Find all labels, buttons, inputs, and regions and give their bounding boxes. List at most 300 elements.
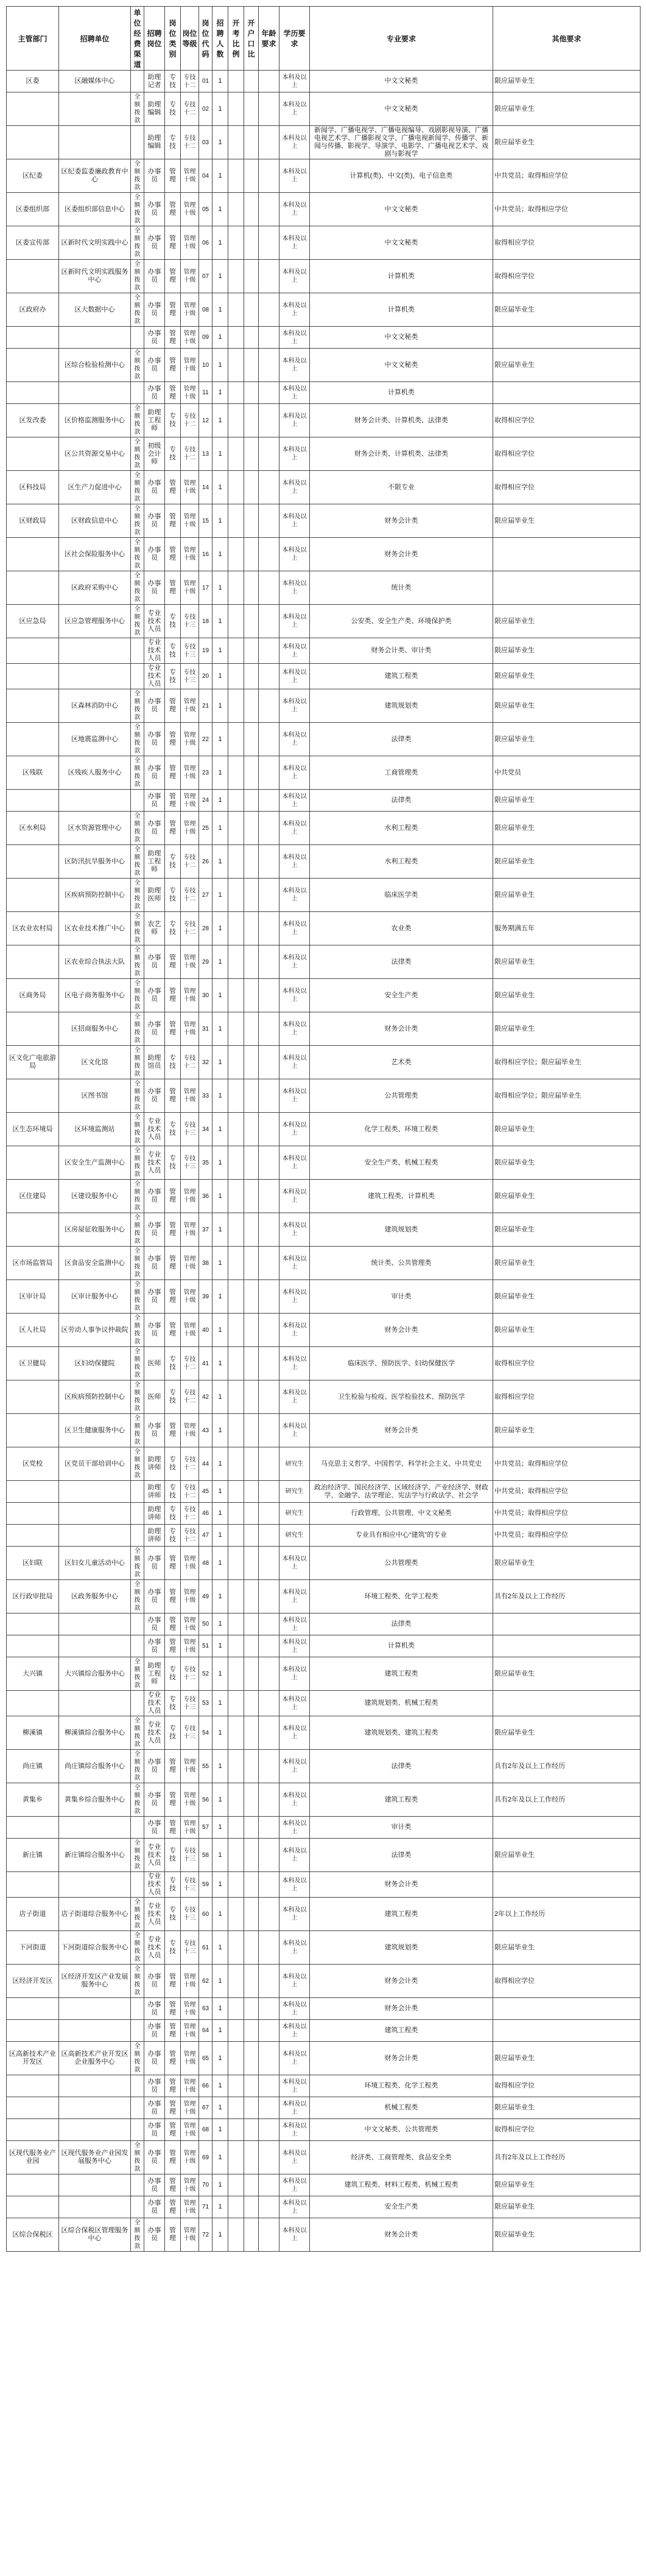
cell-ratio (244, 790, 259, 812)
cell-channel: 全额拨款 (131, 571, 144, 605)
cell-dept: 尚庄镇 (7, 1750, 59, 1783)
cell-level: 专技十三 (181, 605, 199, 638)
cell-age (259, 1635, 279, 1657)
cell-position: 办事员 (144, 1783, 165, 1817)
cell-level: 管理十级 (181, 1314, 199, 1347)
cell-major: 临床医学类 (310, 879, 493, 912)
table-row (7, 471, 641, 504)
cell-edu: 本科及以上 (279, 689, 310, 723)
cell-ratio (244, 1481, 259, 1503)
cell-age (259, 1447, 279, 1481)
cell-dept (7, 638, 59, 664)
cell-level: 管理十级 (181, 2020, 199, 2042)
cell-position: 办事员 (144, 2042, 165, 2075)
cell-unit: 区高新技术产业开发区企业服务中心 (59, 2042, 131, 2075)
cell-count: 1 (212, 790, 228, 812)
cell-level: 管理十级 (181, 1180, 199, 1213)
cell-age (259, 260, 279, 293)
cell-exam (228, 1613, 244, 1635)
cell-count: 1 (212, 1503, 228, 1525)
cell-edu: 本科及以上 (279, 2075, 310, 2097)
table-row (7, 2218, 641, 2252)
cell-age (259, 1580, 279, 1613)
cell-level: 管理十级 (181, 1012, 199, 1046)
cell-ratio (244, 638, 259, 664)
cell-code: 51 (199, 1635, 212, 1657)
cell-count: 1 (212, 1247, 228, 1280)
cell-unit: 区环境监测站 (59, 1113, 131, 1146)
cell-ratio (244, 2174, 259, 2196)
cell-ratio (244, 1817, 259, 1839)
cell-major: 马克思主义哲学、中国哲学、科学社会主义、中共党史 (310, 1447, 493, 1481)
cell-ratio (244, 1247, 259, 1280)
cell-major: 中文文秘类 (310, 71, 493, 92)
cell-count: 1 (212, 689, 228, 723)
cell-dept (7, 1613, 59, 1635)
cell-channel: 全额拨款 (131, 1347, 144, 1380)
cell-ratio (244, 71, 259, 92)
cell-count: 1 (212, 293, 228, 327)
cell-position: 办事员 (144, 756, 165, 790)
cell-count: 1 (212, 349, 228, 382)
cell-category: 管理 (165, 1817, 181, 1839)
cell-major: 法律类 (310, 1750, 493, 1783)
cell-level: 专技十三 (181, 1872, 199, 1898)
cell-level: 管理十级 (181, 2218, 199, 2252)
cell-channel: 全额拨款 (131, 1931, 144, 1965)
cell-other (493, 1691, 641, 1716)
cell-ratio (244, 912, 259, 945)
cell-unit (59, 92, 131, 126)
cell-major: 安全生产类 (310, 979, 493, 1012)
cell-code: 35 (199, 1146, 212, 1180)
cell-major: 水利工程类 (310, 812, 493, 845)
cell-edu: 本科及以上 (279, 1691, 310, 1716)
cell-position: 办事员 (144, 260, 165, 293)
cell-age (259, 2042, 279, 2075)
cell-code: 56 (199, 1783, 212, 1817)
cell-level: 专技十二 (181, 1481, 199, 1503)
cell-major: 财务会计类 (310, 1012, 493, 1046)
cell-position: 办事员 (144, 945, 165, 979)
cell-dept: 区行政审批局 (7, 1580, 59, 1613)
table-row (7, 2174, 641, 2196)
cell-code: 27 (199, 879, 212, 912)
cell-unit: 区应急管理服务中心 (59, 605, 131, 638)
cell-ratio (244, 1547, 259, 1580)
cell-age (259, 2196, 279, 2218)
cell-position: 办事员 (144, 2119, 165, 2141)
cell-edu: 本科及以上 (279, 1716, 310, 1750)
cell-channel (131, 2174, 144, 2196)
cell-category: 管理 (165, 1280, 181, 1314)
header-exam: 开考比例 (228, 7, 244, 71)
cell-count: 1 (212, 1314, 228, 1347)
table-row (7, 1965, 641, 1998)
cell-category: 专技 (165, 1716, 181, 1750)
cell-category: 专技 (165, 1481, 181, 1503)
cell-major: 中文文秘类 (310, 193, 493, 226)
cell-major: 法律类 (310, 790, 493, 812)
cell-dept: 区委组织部 (7, 193, 59, 226)
cell-category: 管理 (165, 382, 181, 404)
cell-major: 工商管理类 (310, 756, 493, 790)
cell-code: 61 (199, 1931, 212, 1965)
cell-major: 财务会计类 (310, 1414, 493, 1447)
cell-edu: 本科及以上 (279, 2218, 310, 2252)
cell-channel: 全额拨款 (131, 1447, 144, 1481)
cell-edu: 本科及以上 (279, 2119, 310, 2141)
cell-level: 管理十级 (181, 1580, 199, 1613)
cell-level: 专技十二 (181, 1525, 199, 1547)
cell-age (259, 571, 279, 605)
cell-channel: 全额拨款 (131, 605, 144, 638)
cell-other (493, 1872, 641, 1898)
cell-unit (59, 1691, 131, 1716)
cell-channel (131, 1503, 144, 1525)
cell-other: 限应届毕业生 (493, 349, 641, 382)
cell-channel: 全额拨款 (131, 1414, 144, 1447)
cell-ratio (244, 2119, 259, 2141)
header-code: 岗位代码 (199, 7, 212, 71)
cell-major: 建筑工程类、计算机类 (310, 1180, 493, 1213)
cell-count: 1 (212, 1525, 228, 1547)
table-row (7, 404, 641, 437)
cell-dept: 区残联 (7, 756, 59, 790)
header-channel: 单位经费渠道 (131, 7, 144, 71)
cell-dept: 区应急局 (7, 605, 59, 638)
table-row (7, 638, 641, 664)
cell-category: 管理 (165, 723, 181, 756)
cell-age (259, 790, 279, 812)
cell-level: 专技十三 (181, 1931, 199, 1965)
cell-other: 限应届毕业生 (493, 1547, 641, 1580)
cell-dept (7, 879, 59, 912)
cell-unit: 区安全生产监测中心 (59, 1146, 131, 1180)
cell-count: 1 (212, 437, 228, 471)
cell-channel (131, 790, 144, 812)
cell-level: 管理十级 (181, 2042, 199, 2075)
cell-channel (131, 327, 144, 349)
cell-major: 专业具有相应中心“建筑”的专业 (310, 1525, 493, 1547)
cell-age (259, 638, 279, 664)
cell-level: 专技十三 (181, 1146, 199, 1180)
cell-other: 限应届毕业生 (493, 126, 641, 159)
cell-ratio (244, 471, 259, 504)
table-row (7, 1898, 641, 1931)
cell-unit: 区残疾人服务中心 (59, 756, 131, 790)
cell-category: 管理 (165, 471, 181, 504)
cell-other: 限应届毕业生 (493, 605, 641, 638)
cell-exam (228, 2020, 244, 2042)
cell-count: 1 (212, 504, 228, 538)
cell-channel: 全额拨款 (131, 1314, 144, 1347)
cell-channel: 全额拨款 (131, 689, 144, 723)
cell-ratio (244, 879, 259, 912)
cell-exam (228, 1635, 244, 1657)
cell-exam (228, 1481, 244, 1503)
cell-other: 中共党员；取得相应学位 (493, 159, 641, 193)
cell-code: 04 (199, 159, 212, 193)
cell-level: 专技十二 (181, 1447, 199, 1481)
cell-other: 限应届毕业生 (493, 1314, 641, 1347)
cell-major: 中文文秘类 (310, 92, 493, 126)
header-dept: 主管部门 (7, 7, 59, 71)
cell-code: 20 (199, 664, 212, 689)
cell-unit: 区疾病预防控制中心 (59, 879, 131, 912)
cell-ratio (244, 1657, 259, 1691)
cell-other: 取得相应学位 (493, 1347, 641, 1380)
cell-other (493, 1817, 641, 1839)
cell-edu: 本科及以上 (279, 1213, 310, 1247)
cell-edu: 本科及以上 (279, 1380, 310, 1414)
cell-dept: 区委 (7, 71, 59, 92)
cell-age (259, 1314, 279, 1347)
table-row (7, 1817, 641, 1839)
cell-dept: 区党校 (7, 1447, 59, 1481)
cell-code: 60 (199, 1898, 212, 1931)
cell-age (259, 1613, 279, 1635)
cell-unit: 区图书馆 (59, 1079, 131, 1113)
cell-category: 专技 (165, 1931, 181, 1965)
cell-level: 专技十二 (181, 1046, 199, 1079)
cell-category: 专技 (165, 1503, 181, 1525)
cell-age (259, 471, 279, 504)
table-row (7, 1280, 641, 1314)
cell-channel: 全额拨款 (131, 979, 144, 1012)
table-row (7, 1657, 641, 1691)
cell-ratio (244, 979, 259, 1012)
cell-other: 限应届毕业生 (493, 1113, 641, 1146)
cell-edu: 研究生 (279, 1481, 310, 1503)
cell-dept (7, 689, 59, 723)
cell-dept (7, 2174, 59, 2196)
cell-exam (228, 2174, 244, 2196)
cell-major: 建筑工程类 (310, 1657, 493, 1691)
cell-age (259, 1180, 279, 1213)
cell-code: 53 (199, 1691, 212, 1716)
cell-count: 1 (212, 2141, 228, 2174)
cell-major: 计算机类 (310, 293, 493, 327)
cell-position: 办事员 (144, 979, 165, 1012)
cell-level: 管理十级 (181, 1547, 199, 1580)
cell-exam (228, 404, 244, 437)
cell-category: 管理 (165, 2042, 181, 2075)
table-row (7, 1750, 641, 1783)
cell-category: 专技 (165, 1525, 181, 1547)
cell-unit: 区综合保税区管理服务中心 (59, 2218, 131, 2252)
cell-code: 32 (199, 1046, 212, 1079)
cell-edu: 本科及以上 (279, 327, 310, 349)
cell-age (259, 756, 279, 790)
cell-code: 65 (199, 2042, 212, 2075)
table-row (7, 1079, 641, 1113)
cell-count: 1 (212, 1146, 228, 1180)
cell-ratio (244, 382, 259, 404)
cell-unit (59, 1872, 131, 1898)
cell-level: 管理十级 (181, 159, 199, 193)
cell-other: 2年以上工作经历 (493, 1898, 641, 1931)
cell-dept: 区农业农村局 (7, 912, 59, 945)
cell-code: 59 (199, 1872, 212, 1898)
cell-other: 限应届毕业生 (493, 638, 641, 664)
cell-major: 审计类 (310, 1817, 493, 1839)
table-row (7, 1839, 641, 1872)
cell-exam (228, 879, 244, 912)
cell-channel (131, 1525, 144, 1547)
cell-position: 农艺师 (144, 912, 165, 945)
cell-age (259, 382, 279, 404)
cell-count: 1 (212, 1783, 228, 1817)
cell-ratio (244, 126, 259, 159)
table-row (7, 1180, 641, 1213)
cell-age (259, 1380, 279, 1414)
cell-unit (59, 126, 131, 159)
cell-exam (228, 1547, 244, 1580)
cell-unit (59, 1503, 131, 1525)
cell-unit: 区政府采购中心 (59, 571, 131, 605)
cell-edu: 本科及以上 (279, 193, 310, 226)
cell-category: 管理 (165, 538, 181, 571)
cell-count: 1 (212, 1213, 228, 1247)
cell-channel (131, 382, 144, 404)
cell-age (259, 1817, 279, 1839)
cell-count: 1 (212, 1931, 228, 1965)
cell-level: 管理十级 (181, 1635, 199, 1657)
cell-other: 限应届毕业生 (493, 1146, 641, 1180)
cell-code: 42 (199, 1380, 212, 1414)
cell-position: 办事员 (144, 159, 165, 193)
cell-level: 专技十二 (181, 1380, 199, 1414)
cell-exam (228, 1247, 244, 1280)
cell-count: 1 (212, 1113, 228, 1146)
cell-exam (228, 1213, 244, 1247)
cell-position: 专业技术人员 (144, 638, 165, 664)
cell-major: 财务会计类 (310, 504, 493, 538)
cell-exam (228, 664, 244, 689)
cell-other: 限应届毕业生 (493, 1012, 641, 1046)
cell-major: 经济类、工商管理类、食品安全类 (310, 2141, 493, 2174)
cell-position: 办事员 (144, 193, 165, 226)
cell-channel: 全额拨款 (131, 812, 144, 845)
cell-count: 1 (212, 193, 228, 226)
cell-channel: 全额拨款 (131, 1657, 144, 1691)
cell-level: 管理十级 (181, 2196, 199, 2218)
cell-dept: 区商务局 (7, 979, 59, 1012)
cell-other: 中共党员；取得相应学位 (493, 1481, 641, 1503)
cell-exam (228, 1280, 244, 1314)
cell-edu: 本科及以上 (279, 2174, 310, 2196)
table-row (7, 879, 641, 912)
cell-channel: 全额拨款 (131, 471, 144, 504)
table-row (7, 1783, 641, 1817)
cell-code: 09 (199, 327, 212, 349)
cell-code: 15 (199, 504, 212, 538)
cell-age (259, 1872, 279, 1898)
cell-exam (228, 382, 244, 404)
cell-unit: 区农业技术推广中心 (59, 912, 131, 945)
cell-channel (131, 2097, 144, 2119)
cell-position: 专业技术人员 (144, 605, 165, 638)
table-row (7, 571, 641, 605)
cell-unit (59, 2075, 131, 2097)
cell-edu: 本科及以上 (279, 1872, 310, 1898)
cell-unit (59, 1998, 131, 2020)
cell-dept: 区文化广电旅游局 (7, 1046, 59, 1079)
cell-dept: 区纪委 (7, 159, 59, 193)
cell-edu: 研究生 (279, 1447, 310, 1481)
cell-code: 01 (199, 71, 212, 92)
table-row (7, 1547, 641, 1580)
cell-exam (228, 1931, 244, 1965)
cell-channel: 全额拨款 (131, 1898, 144, 1931)
cell-ratio (244, 92, 259, 126)
cell-exam (228, 1180, 244, 1213)
cell-category: 管理 (165, 2174, 181, 2196)
cell-dept (7, 538, 59, 571)
table-row (7, 1481, 641, 1503)
cell-exam (228, 2075, 244, 2097)
cell-ratio (244, 349, 259, 382)
cell-ratio (244, 437, 259, 471)
cell-unit: 下河街道综合服务中心 (59, 1931, 131, 1965)
cell-other: 限应届毕业生 (493, 945, 641, 979)
cell-age (259, 605, 279, 638)
cell-code: 03 (199, 126, 212, 159)
cell-ratio (244, 1213, 259, 1247)
cell-major: 行政管理、公共管理、中文文秘类 (310, 1503, 493, 1525)
cell-count: 1 (212, 92, 228, 126)
cell-position: 办事员 (144, 571, 165, 605)
cell-age (259, 1146, 279, 1180)
cell-age (259, 1113, 279, 1146)
cell-dept (7, 1635, 59, 1657)
cell-other: 限应届毕业生 (493, 2097, 641, 2119)
cell-dept (7, 1691, 59, 1716)
cell-code: 14 (199, 471, 212, 504)
cell-edu: 本科及以上 (279, 790, 310, 812)
cell-age (259, 1280, 279, 1314)
cell-channel: 全额拨款 (131, 2218, 144, 2252)
table-row (7, 1525, 641, 1547)
table-row (7, 945, 641, 979)
cell-level: 管理十级 (181, 260, 199, 293)
cell-exam (228, 912, 244, 945)
cell-category: 管理 (165, 1213, 181, 1247)
cell-unit: 区财政信息中心 (59, 504, 131, 538)
cell-unit: 区卫生健康服务中心 (59, 1414, 131, 1447)
cell-major: 中文文秘类 (310, 327, 493, 349)
cell-dept: 下河街道 (7, 1931, 59, 1965)
recruitment-table (6, 6, 641, 2252)
cell-code: 06 (199, 226, 212, 260)
header-row (7, 7, 641, 71)
table-row (7, 2196, 641, 2218)
cell-unit (59, 1817, 131, 1839)
cell-count: 1 (212, 1998, 228, 2020)
cell-exam (228, 979, 244, 1012)
cell-edu: 本科及以上 (279, 349, 310, 382)
cell-category: 专技 (165, 1657, 181, 1691)
cell-major: 建筑规划类 (310, 689, 493, 723)
cell-age (259, 1783, 279, 1817)
table-row (7, 293, 641, 327)
cell-channel: 全额拨款 (131, 1046, 144, 1079)
table-row (7, 193, 641, 226)
cell-exam (228, 1314, 244, 1347)
cell-count: 1 (212, 2119, 228, 2141)
cell-major: 财务会计类 (310, 2042, 493, 2075)
